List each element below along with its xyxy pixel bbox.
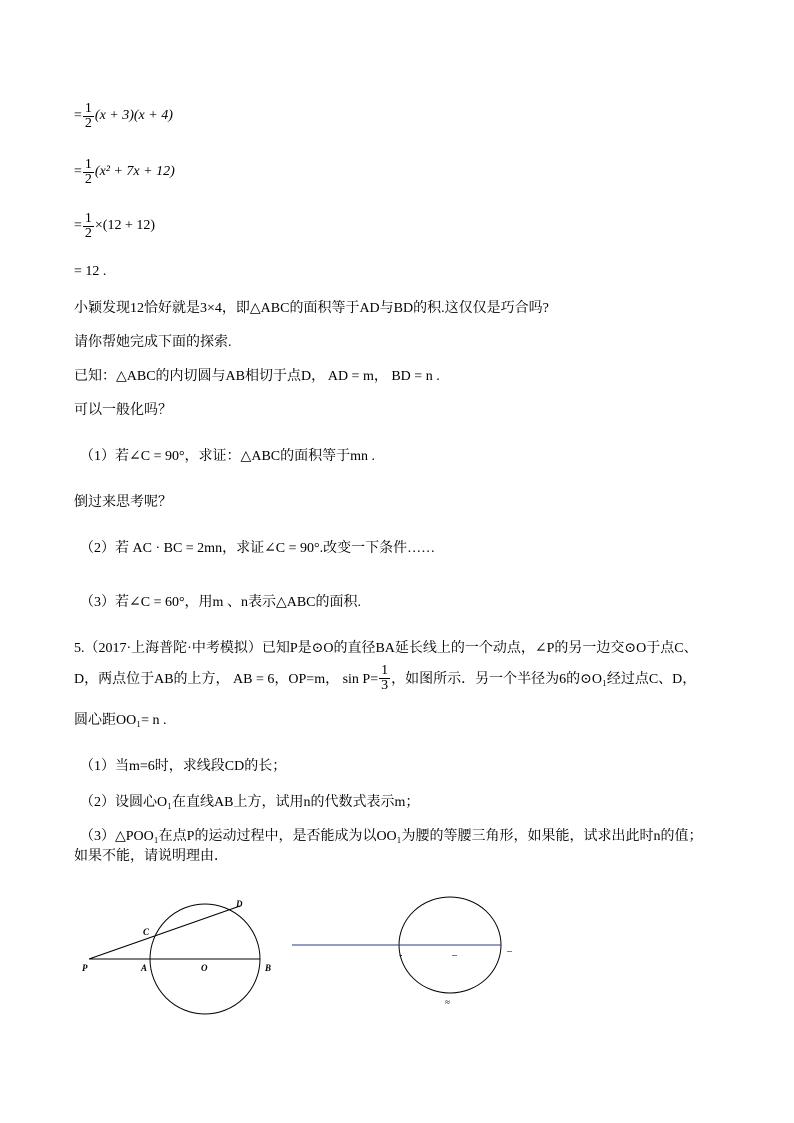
equation-line-2 — [74, 154, 175, 190]
eq-prefix: = — [74, 108, 82, 123]
question-1: （1）若∠C = 90°，求证：△ABC的面积等于mn . — [80, 449, 376, 464]
fraction-half — [83, 212, 94, 241]
label-b: B — [265, 963, 272, 973]
frac-den: 3 — [381, 677, 389, 693]
label-mid: – — [452, 950, 457, 961]
label-bottom: ≈ — [445, 997, 450, 1007]
eq-prefix: = — [74, 218, 82, 233]
eq-expr: (x + 3)(x + 4) — [94, 108, 173, 123]
equation-line-3 — [74, 208, 155, 244]
problem5-question-2: （2）设圆心O₁在直线AB上方，试用n的代数式表示m； — [80, 795, 420, 810]
problem5-line3: 圆心距OO₁= n . — [74, 713, 167, 728]
problem5-question-1: （1）当m=6时，求线段CD的长； — [80, 759, 287, 774]
frac-num: 1 — [84, 210, 92, 226]
question-2: （2）若 AC · BC = 2mn，求证∠C = 90°.改变一下条件…… — [80, 541, 436, 556]
frac-num: 1 — [381, 662, 389, 678]
figure-circle-secant — [80, 892, 290, 1022]
frac-den: 2 — [84, 115, 92, 131]
label-dot: - — [399, 950, 403, 961]
problem5-line2-end: ，如图所示．另一个半径为6的⊙O₁经过点C、D， — [391, 672, 697, 687]
paragraph-instruction: 请你帮她完成下面的探索. — [74, 335, 232, 350]
frac-den: 2 — [84, 225, 92, 241]
frac-num: 1 — [84, 156, 92, 172]
label-a: A — [141, 963, 148, 973]
label-p: P — [82, 963, 88, 973]
equation-line-1 — [74, 98, 173, 134]
paragraph-observation: 小颖发现12恰好就是3×4，即△ABC的面积等于AD与BD的积.这仅仅是巧合吗? — [74, 301, 549, 316]
problem5-line1: 5.（2017·上海普陀·中考模拟）已知P是⊙O的直径BA延长线上的一个动点，∠P的另一边交⊙O于点C、 — [74, 641, 698, 656]
eq-expr: (x² + 7x + 12) — [94, 164, 175, 179]
paragraph-reverse: 倒过来思考呢？ — [74, 495, 172, 510]
problem5-line2-start: D，两点位于AB的上方， AB = 6，OP=m， sin P= — [74, 672, 379, 687]
fraction-half — [83, 102, 94, 131]
label-right: – — [507, 946, 512, 957]
equation-line-4: = 12 . — [74, 264, 107, 279]
eq-expr: ×(12 + 12) — [94, 218, 156, 233]
eq-prefix: = — [74, 164, 82, 179]
label-d: D — [236, 899, 243, 909]
paragraph-generalize: 可以一般化吗？ — [74, 403, 172, 418]
figure-ellipse-line — [290, 895, 530, 1010]
paragraph-given: 已知：△ABC的内切圆与AB相切于点D， AD = m， BD = n . — [74, 369, 440, 384]
fraction-half — [83, 158, 94, 187]
frac-den: 2 — [84, 171, 92, 187]
problem5-question-3b: 如果不能，请说明理由． — [74, 849, 228, 864]
label-o: O — [201, 963, 208, 973]
problem5-question-3a: （3）△POO₁在点P的运动过程中，是否能成为以OO₁为腰的等腰三角形，如果能，试求出此时n的值； — [80, 829, 703, 844]
question-3: （3）若∠C = 60°，用m 、n表示△ABC的面积. — [80, 595, 362, 610]
frac-num: 1 — [84, 100, 92, 116]
label-c: C — [143, 927, 150, 937]
problem5-line2 — [74, 660, 696, 696]
fraction-one-third — [379, 664, 390, 693]
secant-line — [89, 906, 240, 959]
